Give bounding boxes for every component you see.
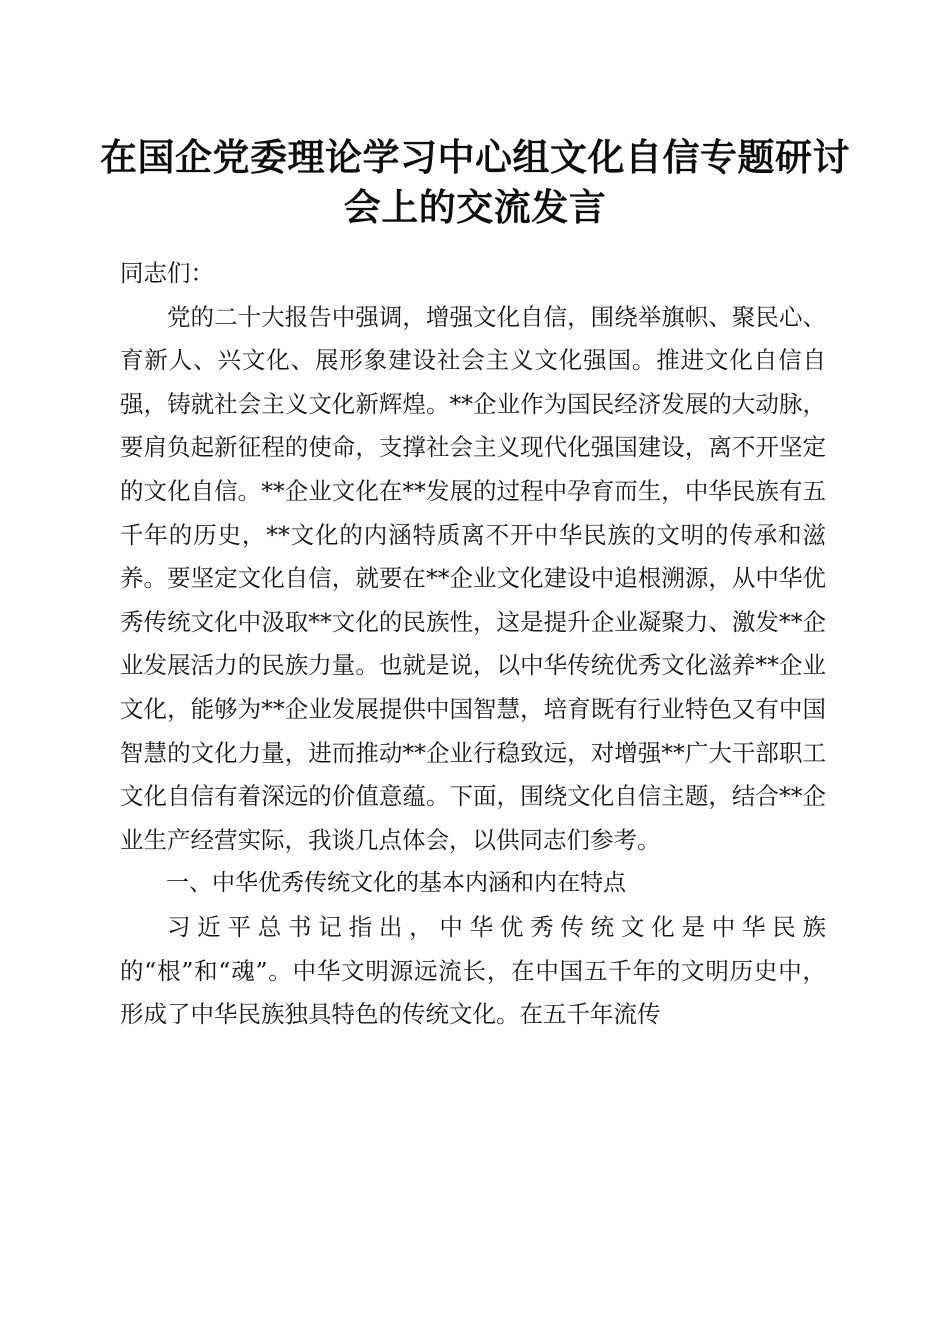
document-title-line-2: 会上的交流发言 [343, 185, 607, 229]
document-title-line-1: 在国企党委理论学习中心组文化自信专题研讨 [100, 135, 850, 179]
section-heading-1: 一、中华优秀传统文化的基本内涵和内在特点 [166, 870, 626, 897]
salutation: 同志们： [120, 259, 214, 287]
document-title [100, 132, 850, 232]
section-1-paragraph: 习近平总书记指出，中华优秀传统文化是中华民族的“根”和“魂”。中华文明源远流长，在中国五千年的文明历史中，形成了中华民族独具特色的传统文化。在五千年流传 [120, 912, 826, 1029]
intro-paragraph: 党的二十大报告中强调，增强文化自信，围绕举旗帜、聚民心、育新人、兴文化、展形象建设社会主义文化强国。推进文化自信自强，铸就社会主义文化新辉煌。**企业作为国民经济发展的大动脉，要肩负起新征程的使命，支撑社会主义现代化强国建设，离不开坚定的文化自信。**企业文化在**发展的过程中孕育而生，中华民族有五千年的历史，**文化的内涵特质离不开中华民族的文明的传承和滋养。要坚定文化自信，就要在**企业文化建设中追根溯源，从中华优秀传统文化中汲取**文化的民族性，这是提升企业凝聚力、激发**企业发展活力的民族力量。也就是说，以中华传统优秀文化滋养**企业文化，能够为**企业发展提供中国智慧，培育既有行业特色又有中国智慧的文化力量，进而推动**企业行稳致远，对增强**广大干部职工文化自信有着深远的价值意蕴。下面，围绕文化自信主题，结合**企业生产经营实际，我谈几点体会，以供同志们参考。 [120, 302, 826, 854]
document-body [120, 252, 826, 1037]
